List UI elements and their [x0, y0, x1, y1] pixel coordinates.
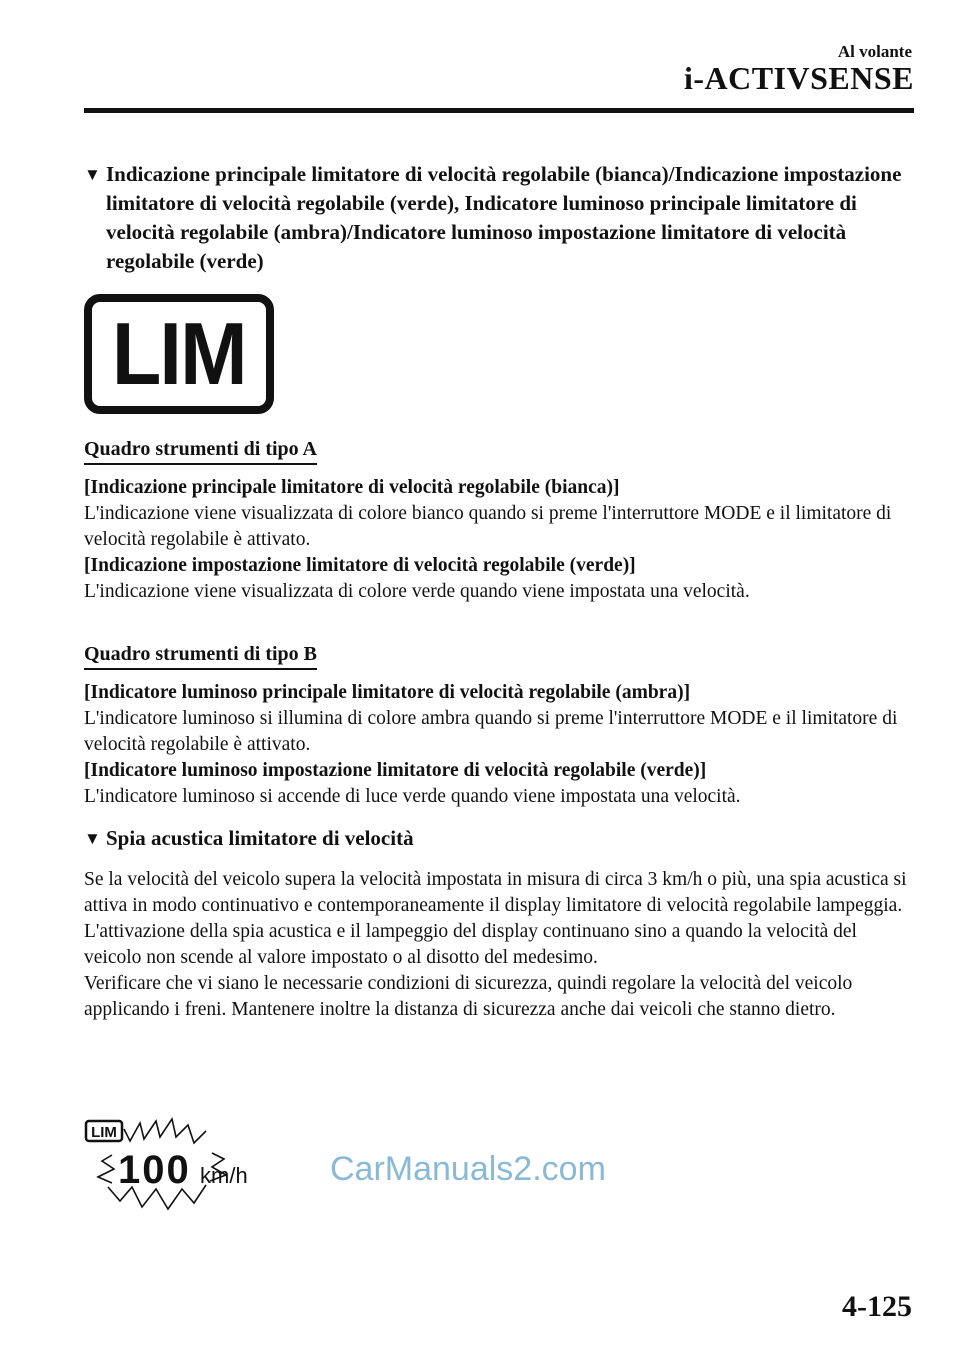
triangle-bullet-icon: ▼ [84, 829, 101, 848]
lim-indicator-icon [84, 294, 274, 414]
item-label: [Indicazione principale limitatore di velocità regolabile (bianca)] [84, 477, 620, 498]
flashing-speed-display-illustration [84, 1115, 304, 1215]
section-heading [84, 160, 914, 276]
item-text: L'indicazione viene visualizzata di colore verde quando viene impostata una velocità. [84, 581, 750, 602]
figure-speed-value: 100 [118, 1148, 191, 1192]
item-label: [Indicazione impostazione limitatore di velocità regolabile (verde)] [84, 555, 636, 576]
paragraph: Verificare che vi siano le necessarie condizioni di sicurezza, quindi regolare la velocità del veicolo applicando i freni. Mantenere inoltre la distanza di sicurezza anche dai veicoli che stanno dietro. [84, 973, 853, 1020]
watermark: CarManuals2.com [330, 1150, 606, 1188]
header-chapter: i-ACTIVSENSE [683, 60, 914, 96]
item-text: L'indicatore luminoso si accende di luce verde quando viene impostata una velocità. [84, 786, 741, 807]
header-rule [84, 108, 914, 113]
item-text: L'indicazione viene visualizzata di colore bianco quando si preme l'interruttore MODE e il limitatore di velocità regolabile è attivato. [84, 503, 892, 550]
item-label: [Indicatore luminoso principale limitatore di velocità regolabile (ambra)] [84, 682, 691, 703]
section-title: Indicazione principale limitatore di velocità regolabile (bianca)/Indicazione impostazione limitatore di velocità regolabile (verde), Indicatore luminoso principale limitatore di velocità regolabile (ambra)/Indicatore luminoso impostazione limitatore di velocità regolabile (verde) [106, 162, 902, 273]
header-section: Al volante [837, 42, 912, 61]
paragraph: Se la velocità del veicolo supera la velocità impostata in misura di circa 3 km/h o più, una spia acustica si attiva in modo continuativo e contemporaneamente il display limitatore di velocità regolabile lampeggia. L'attivazione della spia acustica e il lampeggio del display continuano sino a quando la velocità del veicolo non scende al valore impostato o al disotto del medesimo. [84, 869, 907, 968]
section-heading [84, 824, 914, 853]
triangle-bullet-icon: ▼ [84, 165, 101, 184]
lim-icon-text: LIM [112, 304, 246, 403]
page-content [84, 160, 914, 1023]
item-label: [Indicatore luminoso impostazione limitatore di velocità regolabile (verde)] [84, 760, 707, 781]
figure-speed-unit: km/h [200, 1163, 248, 1188]
subheading-type-a: Quadro strumenti di tipo A [84, 436, 317, 465]
page-number: 4-125 [842, 1290, 912, 1323]
figure-lim-label: LIM [91, 1124, 117, 1141]
section-title: Spia acustica limitatore di velocità [106, 826, 414, 850]
subheading-type-b: Quadro strumenti di tipo B [84, 641, 317, 670]
item-text: L'indicatore luminoso si illumina di colore ambra quando si preme l'interruttore MODE e il limitatore di velocità regolabile è attivato. [84, 708, 898, 755]
